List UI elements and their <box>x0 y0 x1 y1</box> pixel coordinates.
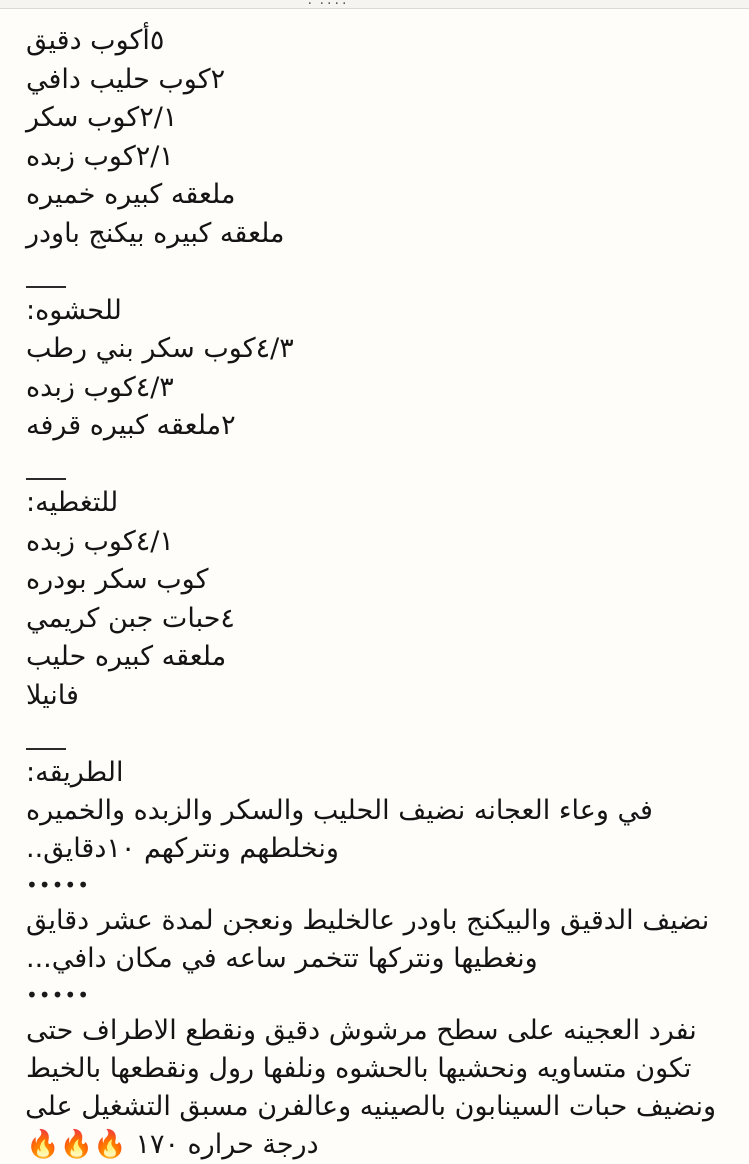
ingredient-line: ٤/٣كوب زبده <box>26 371 174 403</box>
ingredient-line: ٢ملعقه كبيره قرفه <box>26 410 236 442</box>
dots-separator: ••••• <box>26 872 90 897</box>
ingredient-line: ملعقه كبيره بيكنج باودر <box>26 217 285 249</box>
filling-heading: للحشوه: <box>26 294 122 326</box>
filling-section <box>26 292 716 446</box>
top-bar-title-fragment: ٠٠٠٠ ٠ <box>306 0 349 11</box>
ingredient-line: ٤/٣كوب سكر بني رطب <box>26 333 294 365</box>
ingredient-line: كوب سكر بودره <box>26 564 209 596</box>
method-line: في وعاء العجانه نضيف الحليب والسكر والزبده والخميره <box>26 794 653 826</box>
ingredient-line: ٥أكوب دقيق <box>26 25 165 56</box>
method-section <box>26 754 716 1164</box>
method-line: نفرد العجينه على سطح مرشوش دقيق ونقطع الاطراف حتى <box>26 1014 697 1046</box>
ingredient-line: ملعقه كبيره خميره <box>26 179 236 211</box>
top-bar <box>0 0 749 9</box>
ingredient-line: ٢/١كوب زبده <box>26 140 174 172</box>
method-heading: الطريقه: <box>26 756 124 788</box>
section-divider <box>26 716 716 754</box>
ingredient-line: ٢كوب حليب دافي <box>26 63 226 95</box>
ingredient-line: ملعقه كبيره حليب <box>26 641 227 673</box>
ingredient-line: ٤حبات جبن كريمي <box>26 602 235 634</box>
topping-heading: للتغطيه: <box>26 486 119 518</box>
method-line: ونغطيها ونتركها تتخمر ساعه في مكان دافي... <box>26 942 538 974</box>
method-line: تكون متساويه ونحشيها بالحشوه ونلفها رول ونقطعها بالخيط <box>26 1052 692 1084</box>
method-line: نضيف الدقيق والبيكنج باودر عالخليط ونعجن لمدة عشر دقايق <box>26 904 710 936</box>
topping-section <box>26 484 716 716</box>
dough-ingredients <box>26 22 716 254</box>
method-line: ونضيف حبات السينابون بالصينيه وعالفرن مسبق التشغيل على <box>25 1090 716 1122</box>
dots-separator: ••••• <box>26 982 90 1007</box>
section-divider <box>26 446 716 484</box>
ingredient-line: ٢/١كوب سكر <box>26 102 178 134</box>
note-body[interactable] <box>26 22 716 1164</box>
ingredient-line: ٤/١كوب زبده <box>26 525 174 557</box>
ingredient-line: فانيلا <box>26 679 79 711</box>
method-line: ونخلطهم ونتركهم ١٠دقايق.. <box>26 832 339 864</box>
method-line: درجة حراره ١٧٠ 🔥🔥🔥 <box>26 1128 319 1160</box>
section-divider <box>26 254 716 292</box>
